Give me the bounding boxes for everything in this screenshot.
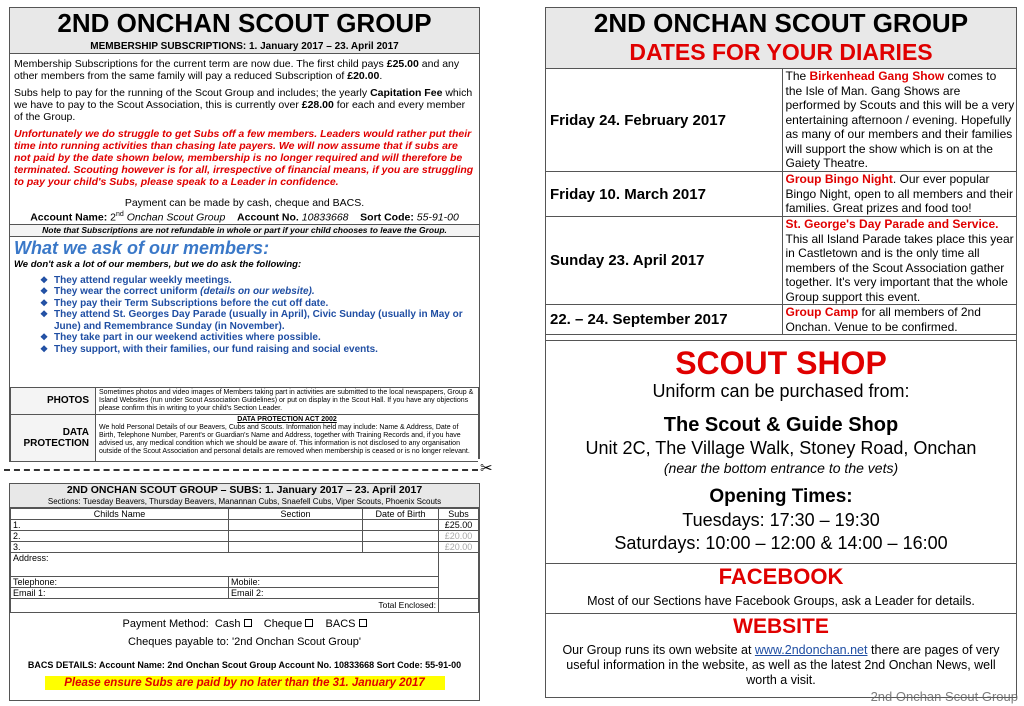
website-heading: WEBSITE — [733, 615, 829, 638]
fees-paragraph: Membership Subscriptions for the current term are now due. The first child pays £25.00 and any other members from the same family will pay a reduced Subscription of £20.00. — [14, 58, 460, 82]
cheque-checkbox[interactable] — [305, 619, 313, 627]
child-2-section[interactable] — [229, 531, 363, 542]
refund-note: Note that Subscriptions are not refundable in whole or part if your child chooses to leave the Group. — [10, 224, 479, 237]
facebook-text: Most of our Sections have Facebook Groups, ask a Leader for details. — [587, 594, 975, 608]
facebook-heading: FACEBOOK — [718, 564, 844, 589]
mobile-field[interactable]: Mobile: — [229, 577, 439, 588]
child-2-dob[interactable] — [363, 531, 439, 542]
ask-list — [10, 275, 479, 356]
child-table — [10, 508, 479, 613]
child-2-name[interactable]: 2. — [11, 531, 229, 542]
col-subs-header: Subs — [439, 509, 479, 520]
data-protection-heading: DATA PROTECTION ACT 2002 — [237, 416, 337, 423]
subs-blank — [439, 553, 479, 599]
membership-panel — [9, 7, 480, 462]
list-item: ❖ They support, with their families, our fund raising and social events. — [10, 344, 479, 356]
facebook-section — [546, 563, 1016, 614]
col-dob-header: Date of Birth — [363, 509, 439, 520]
child-1-dob[interactable] — [363, 520, 439, 531]
data-protection-label: DATA PROTECTION — [11, 415, 96, 462]
list-item: ❖ They attend St. Georges Day Parade (usually in April), Civic Sunday (usually in May or June) and Remembrance Sunday (in November). — [10, 309, 479, 332]
info-panel — [545, 7, 1017, 698]
dates-table — [546, 68, 1016, 335]
col-name-header: Childs Name — [11, 509, 229, 520]
list-item: ❖ They attend regular weekly meetings. — [10, 275, 479, 287]
subs-form — [9, 483, 480, 701]
account-details: Account Name: 2nd Onchan Scout Group Account No. 10833668 Sort Code: 55-91-00 — [30, 211, 459, 224]
left-subtitle: MEMBERSHIP SUBSCRIPTIONS: 1. January 2017 – 23. April 2017 — [10, 40, 479, 54]
late-payers-warning: Unfortunately we do struggle to get Subs off a few members. Leaders would rather put their time into running activities than chasing late payers. We will now assume that if subs are not paid by the date shown below, membership is no longer required and will therefore be terminated. Scouting however is for all, irrespective of financial means, if you are struggling to pay your child's Subs, please speak to a Leader in confidence. — [14, 128, 474, 188]
child-3-section[interactable] — [229, 542, 363, 553]
date-4: 22. – 24. September 2017 — [546, 305, 782, 335]
child-1-name[interactable]: 1. — [11, 520, 229, 531]
scissors-icon: ✂ — [480, 460, 493, 477]
email2-field[interactable]: Email 2: — [229, 588, 439, 599]
child-1-subs: £25.00 — [439, 520, 479, 531]
photos-label: PHOTOS — [11, 388, 96, 415]
website-section — [546, 613, 1016, 688]
child-3-subs: £20.00 — [439, 542, 479, 553]
total-label: Total Enclosed: — [11, 599, 439, 613]
col-section-header: Section — [229, 509, 363, 520]
event-4: Group Camp for all members of 2nd Onchan. Venue to be confirmed. — [782, 305, 1016, 335]
data-protection-text: We hold Personal Details of our Beavers, Cubs and Scouts. Information held may include: Name & Address, Date of Birth, Telephone Number, Parent's or Guardian's Name and Address, together with Training Records and, if you have advised us, any medical condition which we should be aware of. This information is not disclosed to any organisation outside of the Scout Association and personal details are removed when membership is ceased or is no longer relevant. — [99, 424, 470, 455]
data-protection-cell — [96, 415, 479, 462]
date-3: Sunday 23. April 2017 — [546, 217, 782, 305]
date-2: Friday 10. March 2017 — [546, 172, 782, 217]
bacs-checkbox[interactable] — [359, 619, 367, 627]
telephone-field[interactable]: Telephone: — [11, 577, 229, 588]
list-item: ❖ They wear the correct uniform (details on our website). — [10, 286, 479, 298]
payment-methods: Payment can be made by cash, cheque and BACS. — [124, 197, 365, 209]
cash-checkbox[interactable] — [244, 619, 252, 627]
opening-saturdays: Saturdays: 10:00 – 12:00 & 14:00 – 16:00 — [614, 533, 948, 553]
shop-section — [546, 340, 1016, 555]
event-2: Group Bingo Night. Our ever popular Bingo Night, open to all members and their families. Great prizes and food too! — [782, 172, 1016, 217]
shop-line: Uniform can be purchased from: — [652, 381, 910, 401]
shop-note: (near the bottom entrance to the vets) — [663, 460, 899, 476]
ask-intro: We don't ask a lot of our members, but we do ask the following: — [14, 258, 302, 270]
ask-heading: What we ask of our members: — [14, 237, 270, 258]
child-2-subs: £20.00 — [439, 531, 479, 542]
event-3: St. George's Day Parade and Service. This all Island Parade takes place this year in Castletown and is the only time all members of the Scout Association gather together. It's very important that the whole Group support this event. — [782, 217, 1016, 305]
shop-heading: SCOUT SHOP — [675, 345, 887, 381]
form-title: 2ND ONCHAN SCOUT GROUP – SUBS: 1. January 2017 – 23. April 2017 — [10, 484, 479, 497]
right-title: 2ND ONCHAN SCOUT GROUP — [546, 8, 1016, 38]
address-field[interactable]: Address: — [11, 553, 439, 577]
privacy-table — [10, 387, 479, 462]
total-field[interactable] — [439, 599, 479, 613]
website-link[interactable]: www.2ndonchan.net — [754, 643, 868, 657]
cheques-payable: Cheques payable to: '2nd Onchan Scout Group' — [128, 636, 361, 648]
cut-line — [4, 469, 488, 471]
event-1: The Birkenhead Gang Show comes to the Isle of Man. Gang Shows are performed by Scouts and this will be a very entertaining afternoon / evening. Hopefully as many of our members and their families will support the show which is on at the Gaiety Theatre. — [782, 69, 1016, 172]
email1-field[interactable]: Email 1: — [11, 588, 229, 599]
bacs-details: BACS DETAILS: Account Name: 2nd Onchan Scout Group Account No. 10833668 Sort Code: 55-91-00 — [27, 660, 462, 670]
child-1-section[interactable] — [229, 520, 363, 531]
photos-text: Sometimes photos and video images of Members taking part in activities are submitted to the local newspapers, Group & Island Websites (run under Scout Association Guidelines) or put on display in the Scout Hall. If you have any objections please confirm this in writing to your child's Section Leader. — [96, 388, 479, 415]
child-3-dob[interactable] — [363, 542, 439, 553]
opening-heading: Opening Times: — [709, 486, 853, 507]
watermark: 2nd Onchan Scout Group — [870, 689, 1018, 704]
opening-tuesdays: Tuesdays: 17:30 – 19:30 — [682, 510, 880, 530]
left-title: 2ND ONCHAN SCOUT GROUP — [10, 8, 479, 40]
capitation-paragraph: Subs help to pay for the running of the Scout Group and includes; the yearly Capitation Fee which we have to pay to the Scout Association, this is currently over £28.00 for each and every member of the Group. — [14, 87, 473, 123]
shop-name: The Scout & Guide Shop — [663, 414, 899, 436]
payment-method: Payment Method: Cash Cheque BACS — [10, 618, 479, 630]
website-text: Our Group runs its own website at www.2ndonchan.net there are pages of very useful information in the website, as well as the latest 2nd Onchan News, well worth a visit. — [562, 643, 1000, 687]
dates-heading: DATES FOR YOUR DIARIES — [546, 38, 1016, 68]
form-sections: Sections: Tuesday Beavers, Thursday Beavers, Manannan Cubs, Snaefell Cubs, Viper Scouts, Phoenix Scouts — [10, 497, 479, 508]
list-item: ❖ They take part in our weekend activities where possible. — [10, 332, 479, 344]
child-3-name[interactable]: 3. — [11, 542, 229, 553]
deadline-banner: Please ensure Subs are paid by no later than the 31. January 2017 — [45, 676, 445, 690]
shop-address: Unit 2C, The Village Walk, Stoney Road, Onchan — [585, 438, 977, 458]
list-item: ❖ They pay their Term Subscriptions before the cut off date. — [10, 298, 479, 310]
date-1: Friday 24. February 2017 — [546, 69, 782, 172]
